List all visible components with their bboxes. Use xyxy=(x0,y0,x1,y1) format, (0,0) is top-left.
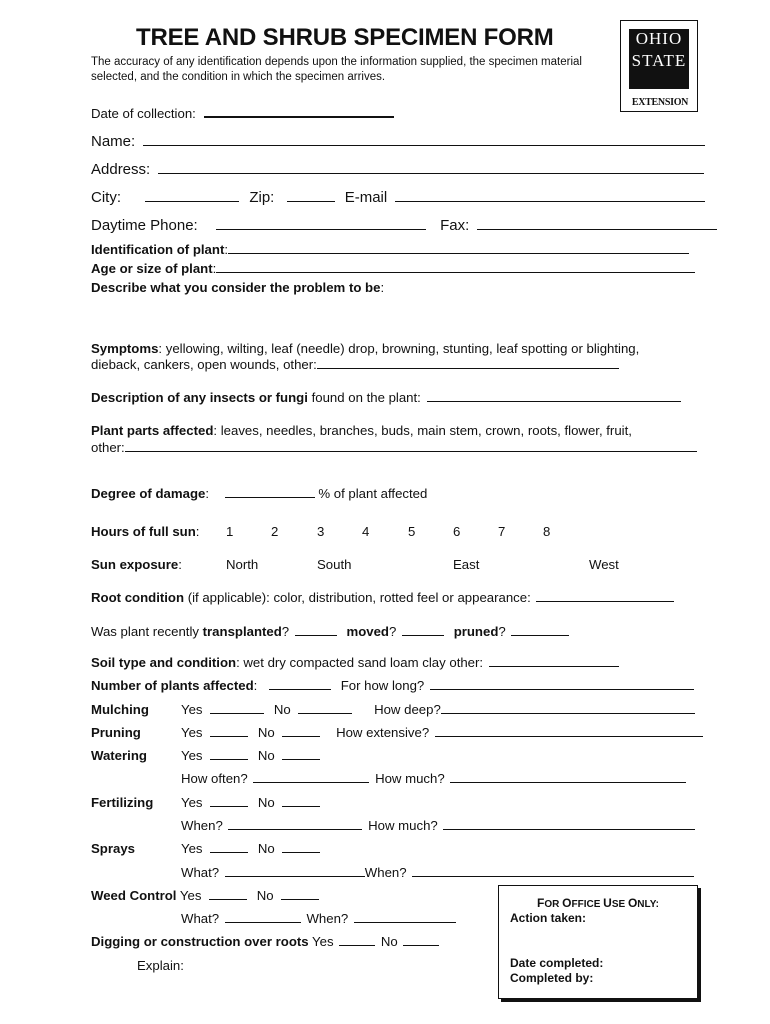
age-colon: : xyxy=(212,261,217,276)
fertilizing-no-field[interactable] xyxy=(282,796,320,807)
weed-yes-label: Yes xyxy=(179,888,202,903)
sun-hour-option-2[interactable]: 2 xyxy=(271,524,279,539)
sprays-no-label: No xyxy=(257,841,275,856)
digging-no-field[interactable] xyxy=(403,935,439,946)
pruning-label xyxy=(91,725,141,740)
identification-field[interactable] xyxy=(228,243,689,254)
transplant-row xyxy=(91,624,569,639)
date-field[interactable] xyxy=(204,107,394,118)
sun-hour-option-7[interactable]: 7 xyxy=(498,524,506,539)
fertilizing-details xyxy=(181,818,695,833)
zip-label: Zip: xyxy=(249,189,275,206)
office-heading-o2: O xyxy=(627,896,638,910)
pruning-yes-field[interactable] xyxy=(210,726,248,737)
fertilizing-yes-label: Yes xyxy=(181,795,203,810)
sprays-when-label: When? xyxy=(364,865,407,880)
office-heading-f: F xyxy=(537,896,545,910)
mulching-yes-label: Yes xyxy=(181,702,203,717)
phone-row xyxy=(91,217,717,234)
fertilizing-how-much-label: How much? xyxy=(368,818,438,833)
sun-exposure-west[interactable]: West xyxy=(589,557,619,572)
logo-line2: STATE xyxy=(631,51,687,70)
root-field[interactable] xyxy=(536,591,674,602)
weed-when-field[interactable] xyxy=(354,912,456,923)
insects-field[interactable] xyxy=(427,391,681,402)
sun-exposure-label: Sun exposure xyxy=(91,557,179,572)
logo-wordmark xyxy=(629,31,689,69)
for-how-long-field[interactable] xyxy=(430,679,694,690)
describe-label: Describe what you consider the problem to be xyxy=(91,280,381,295)
completed-by-label: Completed by: xyxy=(510,971,594,985)
number-plants-colon: : xyxy=(253,678,258,693)
zip-field[interactable] xyxy=(287,191,335,202)
logo-line1: OHIO xyxy=(635,29,683,48)
parts-label: Plant parts affected xyxy=(91,423,214,438)
transplant-pre: Was plant recently xyxy=(91,624,203,639)
sun-hours-colon: : xyxy=(195,524,200,539)
email-label: E-mail xyxy=(344,189,388,206)
pruned-q: ? xyxy=(498,624,506,639)
transplanted-label: transplanted xyxy=(202,624,282,639)
sun-exposure-south[interactable]: South xyxy=(317,557,352,572)
fertilizing-when-field[interactable] xyxy=(228,819,362,830)
describe-row xyxy=(91,280,384,295)
weed-label: Weed Control xyxy=(91,888,177,903)
damage-label: Degree of damage xyxy=(91,486,206,501)
watering-how-much-field[interactable] xyxy=(450,772,686,783)
pruned-field[interactable] xyxy=(511,625,569,636)
watering-yes-label: Yes xyxy=(181,748,203,763)
soil-text: : wet dry compacted sand loam clay other: xyxy=(236,655,484,670)
digging-yes-label: Yes xyxy=(312,934,334,949)
name-field[interactable] xyxy=(143,135,705,146)
sun-hour-option-1[interactable]: 1 xyxy=(226,524,234,539)
symptoms-row1 xyxy=(91,341,639,356)
date-row xyxy=(91,106,394,121)
symptoms-row2 xyxy=(91,357,619,372)
fertilizing-label xyxy=(91,795,153,810)
sprays-when-field[interactable] xyxy=(412,866,694,877)
watering-label-text: Watering xyxy=(91,748,147,763)
soil-label: Soil type and condition xyxy=(91,655,237,670)
mulching-no-field[interactable] xyxy=(298,703,352,714)
pruning-options xyxy=(181,725,703,740)
email-field[interactable] xyxy=(395,191,705,202)
sun-exposure-north[interactable]: North xyxy=(226,557,259,572)
date-completed-label: Date completed: xyxy=(510,956,604,970)
parts-text2: other: xyxy=(91,440,125,455)
weed-row xyxy=(91,888,319,903)
action-taken-label: Action taken: xyxy=(510,911,587,925)
fax-field[interactable] xyxy=(477,219,717,230)
fertilizing-how-much-field[interactable] xyxy=(443,819,695,830)
mulching-label-text: Mulching xyxy=(91,702,149,717)
number-plants-field[interactable] xyxy=(269,679,331,690)
explain-label: Explain: xyxy=(137,958,184,973)
sprays-label-text: Sprays xyxy=(91,841,135,856)
mulching-no-label: No xyxy=(273,702,291,717)
name-row xyxy=(91,133,705,150)
ohio-state-extension-logo xyxy=(620,20,698,112)
weed-what-field[interactable] xyxy=(225,912,301,923)
fertilizing-label-text: Fertilizing xyxy=(91,795,154,810)
age-label: Age or size of plant xyxy=(91,261,213,276)
fertilizing-options xyxy=(181,795,320,810)
how-often-label: How often? xyxy=(181,771,248,786)
damage-colon: : xyxy=(205,486,210,501)
name-label: Name: xyxy=(91,133,136,150)
watering-no-field[interactable] xyxy=(282,749,320,760)
root-text: (if applicable): color, distribution, rotted feel or appearance: xyxy=(184,590,531,605)
fertilizing-when-label: When? xyxy=(181,818,223,833)
weed-no-label: No xyxy=(256,888,274,903)
office-heading-se: SE xyxy=(611,899,628,910)
sun-hour-option-4[interactable]: 4 xyxy=(362,524,370,539)
sprays-details xyxy=(181,865,694,880)
insects-label: Description of any insects or fungi xyxy=(91,390,308,405)
damage-suffix: % of plant affected xyxy=(318,486,428,501)
weed-no-field[interactable] xyxy=(281,889,319,900)
phone-field[interactable] xyxy=(216,219,426,230)
parts-row2 xyxy=(91,440,697,455)
office-heading-ffice: FFICE xyxy=(571,899,604,910)
parts-other-field[interactable] xyxy=(125,441,697,452)
mulching-yes-field[interactable] xyxy=(210,703,264,714)
sprays-yes-field[interactable] xyxy=(210,842,248,853)
office-use-heading xyxy=(499,896,697,910)
explain-answer-area[interactable] xyxy=(200,956,480,996)
identification-label: Identification of plant xyxy=(91,242,225,257)
root-label: Root condition xyxy=(91,590,185,605)
office-heading-o: O xyxy=(562,896,572,910)
sprays-what-field[interactable] xyxy=(225,866,365,877)
watering-no-label: No xyxy=(257,748,275,763)
moved-q: ? xyxy=(389,624,397,639)
age-field[interactable] xyxy=(216,262,695,273)
how-deep-field[interactable] xyxy=(441,703,695,714)
sprays-yes-label: Yes xyxy=(181,841,203,856)
damage-field[interactable] xyxy=(225,487,315,498)
sun-hour-option-6[interactable]: 6 xyxy=(453,524,461,539)
address-row xyxy=(91,161,704,178)
sun-hours-row xyxy=(91,524,199,539)
symptoms-other-field[interactable] xyxy=(317,358,619,369)
office-heading-nly: NLY: xyxy=(637,899,659,910)
symptoms-label: Symptoms xyxy=(91,341,159,356)
describe-answer-area[interactable] xyxy=(91,300,701,336)
identification-row xyxy=(91,242,689,257)
digging-yes-field[interactable] xyxy=(339,935,375,946)
logo-extension-text: EXTENSION xyxy=(631,97,689,108)
moved-label: moved xyxy=(346,624,389,639)
city-row xyxy=(91,189,705,206)
sun-hour-option-3[interactable]: 3 xyxy=(317,524,325,539)
office-use-box xyxy=(498,885,698,999)
city-field[interactable] xyxy=(145,191,239,202)
sun-exposure-colon: : xyxy=(178,557,182,572)
number-plants-row xyxy=(91,678,694,693)
identification-colon: : xyxy=(224,242,229,257)
watering-how-much-label: How much? xyxy=(375,771,445,786)
address-label: Address: xyxy=(91,161,151,178)
digging-label: Digging or construction over roots xyxy=(91,934,309,949)
parts-row1 xyxy=(91,423,632,438)
fertilizing-no-label: No xyxy=(257,795,275,810)
describe-colon: : xyxy=(380,280,385,295)
form-title: TREE AND SHRUB SPECIMEN FORM xyxy=(136,24,554,51)
watering-label xyxy=(91,748,147,763)
age-row xyxy=(91,261,695,276)
damage-row xyxy=(91,486,427,501)
city-label: City: xyxy=(91,189,121,206)
insects-text: found on the plant: xyxy=(307,390,421,405)
number-plants-label: Number of plants affected xyxy=(91,678,254,693)
pruning-yes-label: Yes xyxy=(181,725,203,740)
for-how-long-label: For how long? xyxy=(340,678,425,693)
watering-options xyxy=(181,748,320,763)
parts-text1: : leaves, needles, branches, buds, main stem, crown, roots, flower, fruit, xyxy=(213,423,632,438)
mulching-options xyxy=(181,702,695,717)
pruning-label-text: Pruning xyxy=(91,725,141,740)
digging-no-label: No xyxy=(380,934,398,949)
intro-text: The accuracy of any identification depends upon the information supplied, the specimen material selected, and the condition in which the specimen arrives. xyxy=(91,56,582,83)
root-row xyxy=(91,590,674,605)
pruned-label: pruned xyxy=(453,624,499,639)
sun-hour-option-5[interactable]: 5 xyxy=(408,524,416,539)
sun-exposure-row xyxy=(91,557,182,572)
weed-what-label: What? xyxy=(181,911,220,926)
sun-exposure-east[interactable]: East xyxy=(453,557,480,572)
how-extensive-field[interactable] xyxy=(435,726,703,737)
soil-other-field[interactable] xyxy=(489,656,619,667)
watering-details xyxy=(181,771,686,786)
how-often-field[interactable] xyxy=(253,772,369,783)
phone-label: Daytime Phone: xyxy=(91,217,198,234)
sprays-label xyxy=(91,841,135,856)
how-deep-label: How deep? xyxy=(374,702,441,717)
digging-row xyxy=(91,934,439,949)
fax-label: Fax: xyxy=(440,217,470,234)
sprays-no-field[interactable] xyxy=(282,842,320,853)
transplanted-q: ? xyxy=(281,624,290,639)
weed-yes-field[interactable] xyxy=(209,889,247,900)
sprays-what-label: What? xyxy=(181,865,220,880)
mulching-label xyxy=(91,702,149,717)
weed-details xyxy=(181,911,456,926)
office-heading-or: OR xyxy=(544,899,563,910)
symptoms-text1: : yellowing, wilting, leaf (needle) drop, browning, stunting, leaf spotting or blighting, xyxy=(158,341,640,356)
soil-row xyxy=(91,655,619,670)
moved-field[interactable] xyxy=(402,625,444,636)
weed-when-label: When? xyxy=(306,911,349,926)
fertilizing-yes-field[interactable] xyxy=(210,796,248,807)
sprays-options xyxy=(181,841,320,856)
symptoms-text2: dieback, cankers, open wounds, other: xyxy=(91,357,317,372)
sun-hour-option-8[interactable]: 8 xyxy=(543,524,551,539)
transplanted-field[interactable] xyxy=(295,625,337,636)
how-extensive-label: How extensive? xyxy=(336,725,430,740)
office-heading-u: U xyxy=(603,896,612,910)
pruning-no-label: No xyxy=(257,725,275,740)
address-field[interactable] xyxy=(158,163,704,174)
insects-row xyxy=(91,390,681,405)
sun-hours-label: Hours of full sun xyxy=(91,524,196,539)
watering-yes-field[interactable] xyxy=(210,749,248,760)
date-label: Date of collection: xyxy=(91,106,196,121)
pruning-no-field[interactable] xyxy=(282,726,320,737)
